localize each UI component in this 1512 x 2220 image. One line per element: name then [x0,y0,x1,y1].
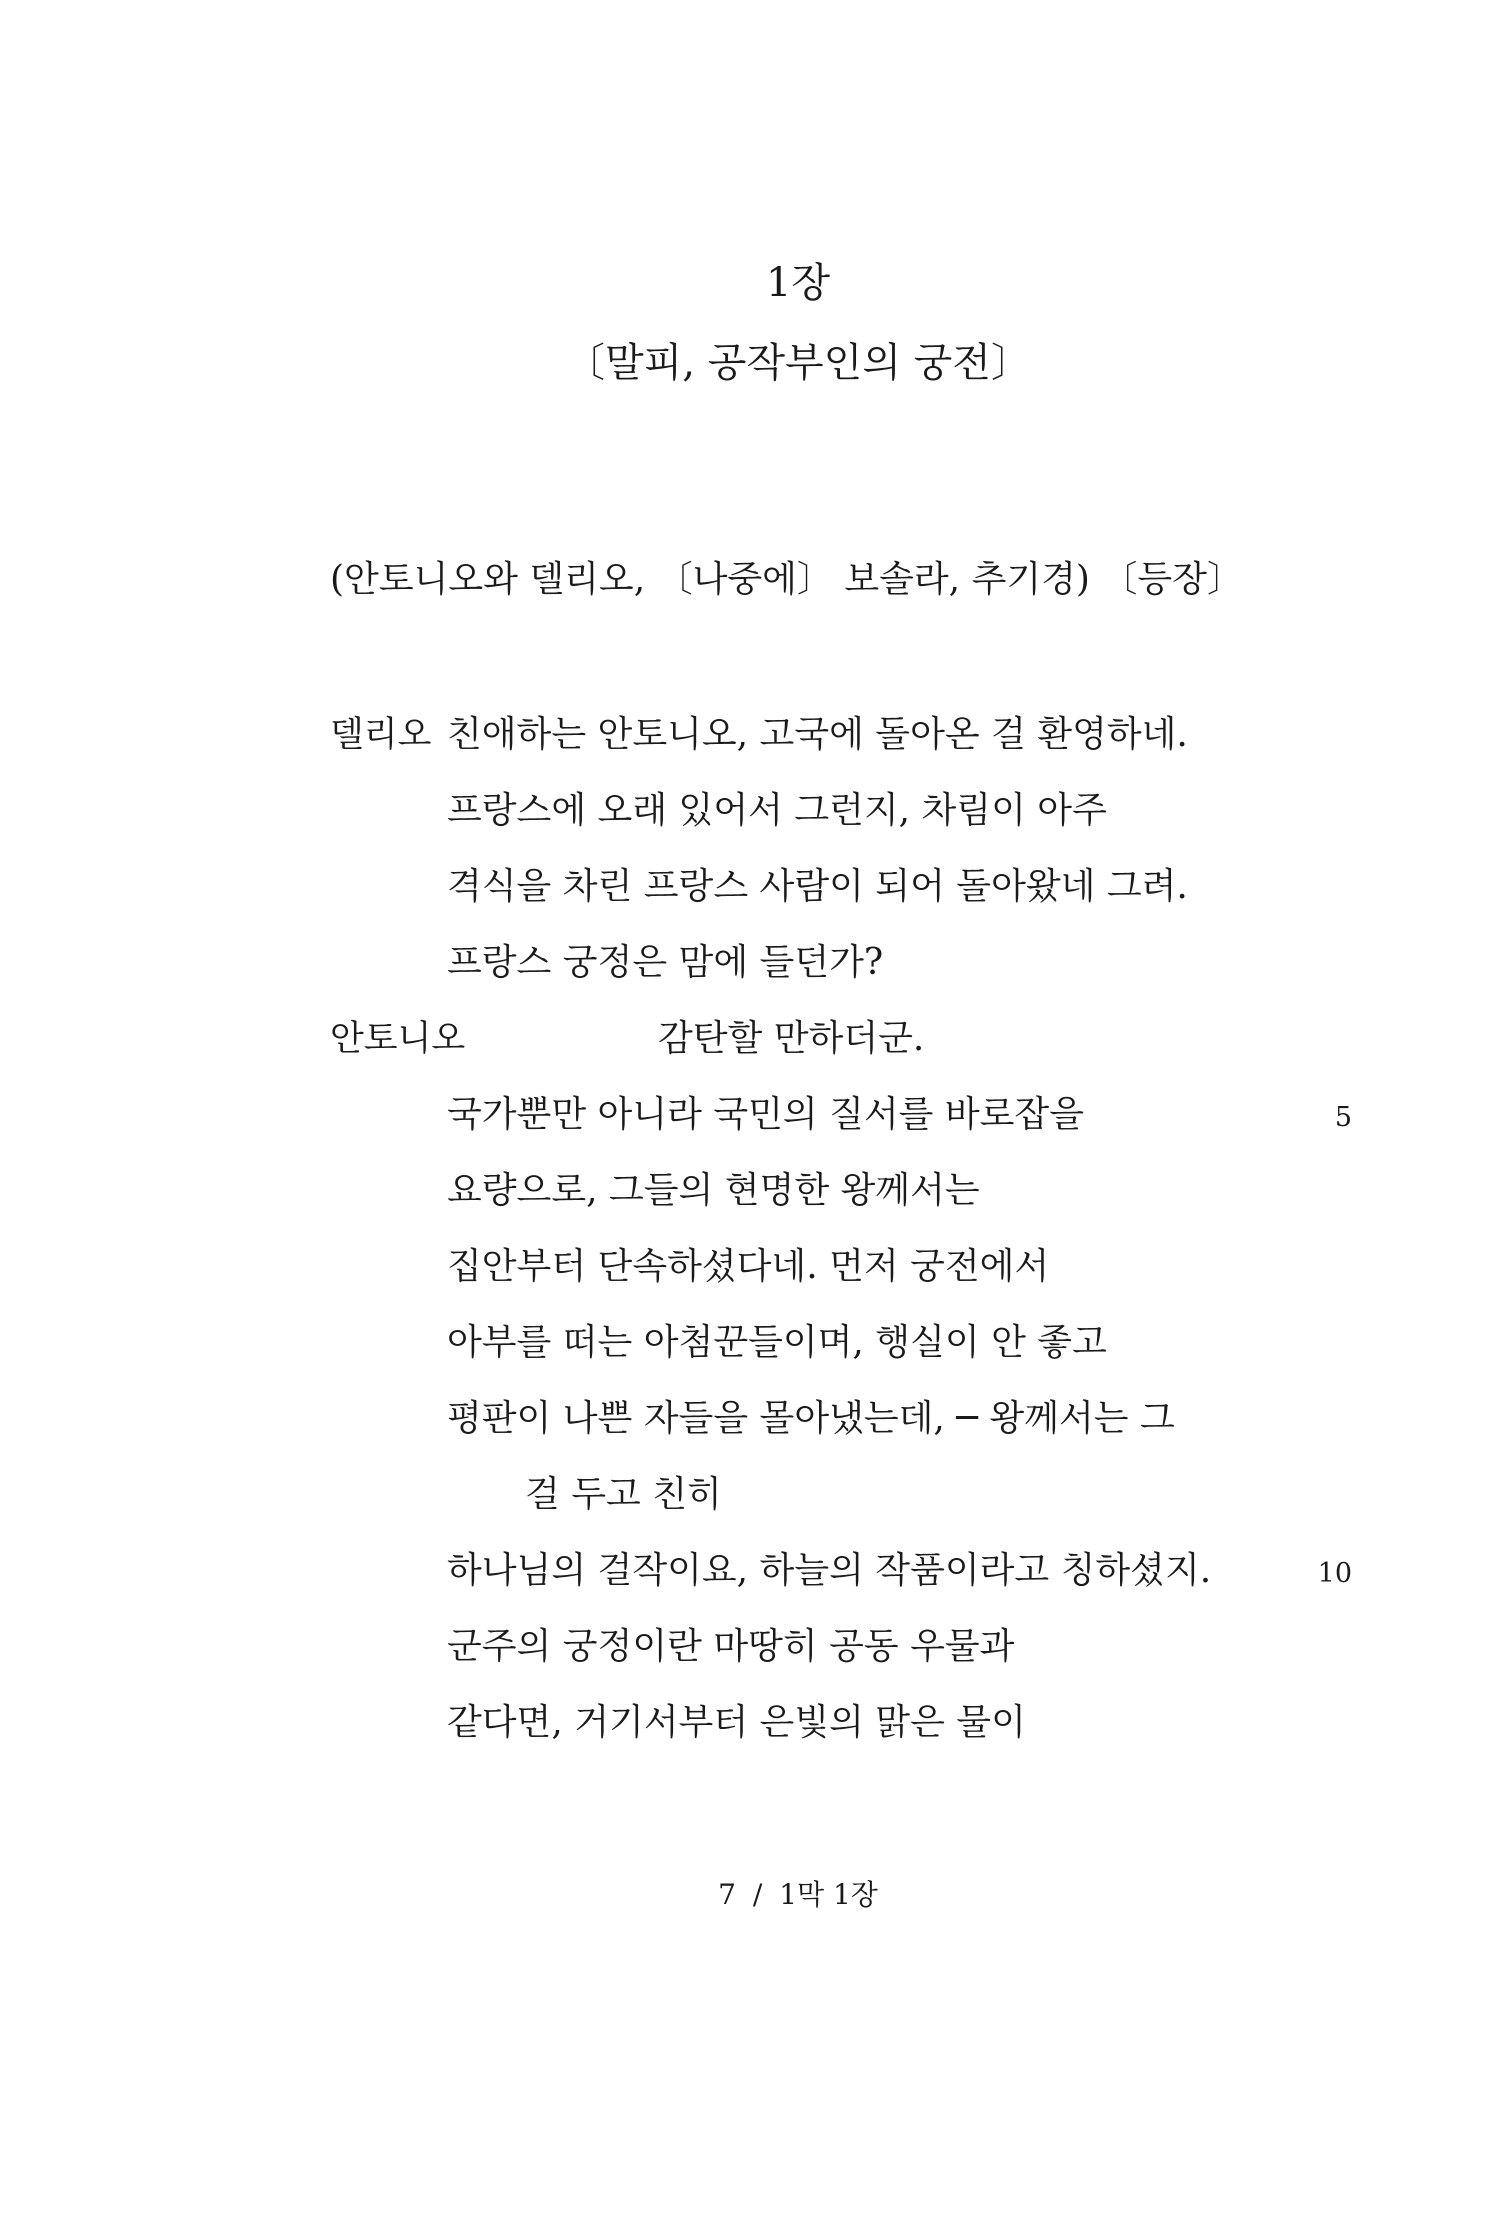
line-number: 10 [1317,1558,1352,1589]
section-label: 1막 1장 [779,1878,878,1911]
verse-line: 국가뿐만 아니라 국민의 질서를 바로잡을 [447,1094,1084,1135]
verse-line: 군주의 궁정이란 마땅히 공동 우물과 [447,1626,1015,1667]
verse-line: 평판이 나쁜 자들을 몰아냈는데, ─ 왕께서는 그 [447,1398,1175,1439]
verse-line-continuation: 걸 두고 친히 [525,1474,722,1515]
verse-line: 프랑스에 오래 있어서 그런지, 차림이 아주 [447,790,1107,831]
verse-line: 요량으로, 그들의 현명한 왕께서는 [447,1170,980,1211]
footer-separator: / [752,1878,763,1911]
verse-line: 집안부터 단속하셨다네. 먼저 궁전에서 [447,1246,1050,1287]
speaker-name: 안토니오 [330,1019,466,1059]
verse-line: 격식을 차린 프랑스 사람이 되어 돌아왔네 그려. [447,866,1188,907]
scene-location: 〔말피, 공작부인의 궁전〕 [565,340,1031,386]
page-number: 7 [718,1878,736,1911]
page-footer [0,1875,1512,1915]
verse-line: 아부를 떠는 아첨꾼들이며, 행실이 안 좋고 [447,1322,1107,1363]
verse-line: 같다면, 거기서부터 은빛의 맑은 물이 [447,1702,1026,1743]
verse-line: 감탄할 만하더군. [658,1018,925,1059]
stage-direction: (안토니오와 델리오, 〔나중에〕 보솔라, 추기경) 〔등장〕 [330,559,1243,600]
speaker-name: 델리오 [330,715,432,755]
scene-number: 1장 [765,260,831,306]
verse-line: 친애하는 안토니오, 고국에 돌아온 걸 환영하네. [447,714,1188,755]
verse-line: 프랑스 궁정은 맘에 들던가? [447,942,884,983]
verse-line: 하나님의 걸작이요, 하늘의 작품이라고 칭하셨지. [447,1550,1212,1591]
line-number: 5 [1334,1102,1352,1133]
